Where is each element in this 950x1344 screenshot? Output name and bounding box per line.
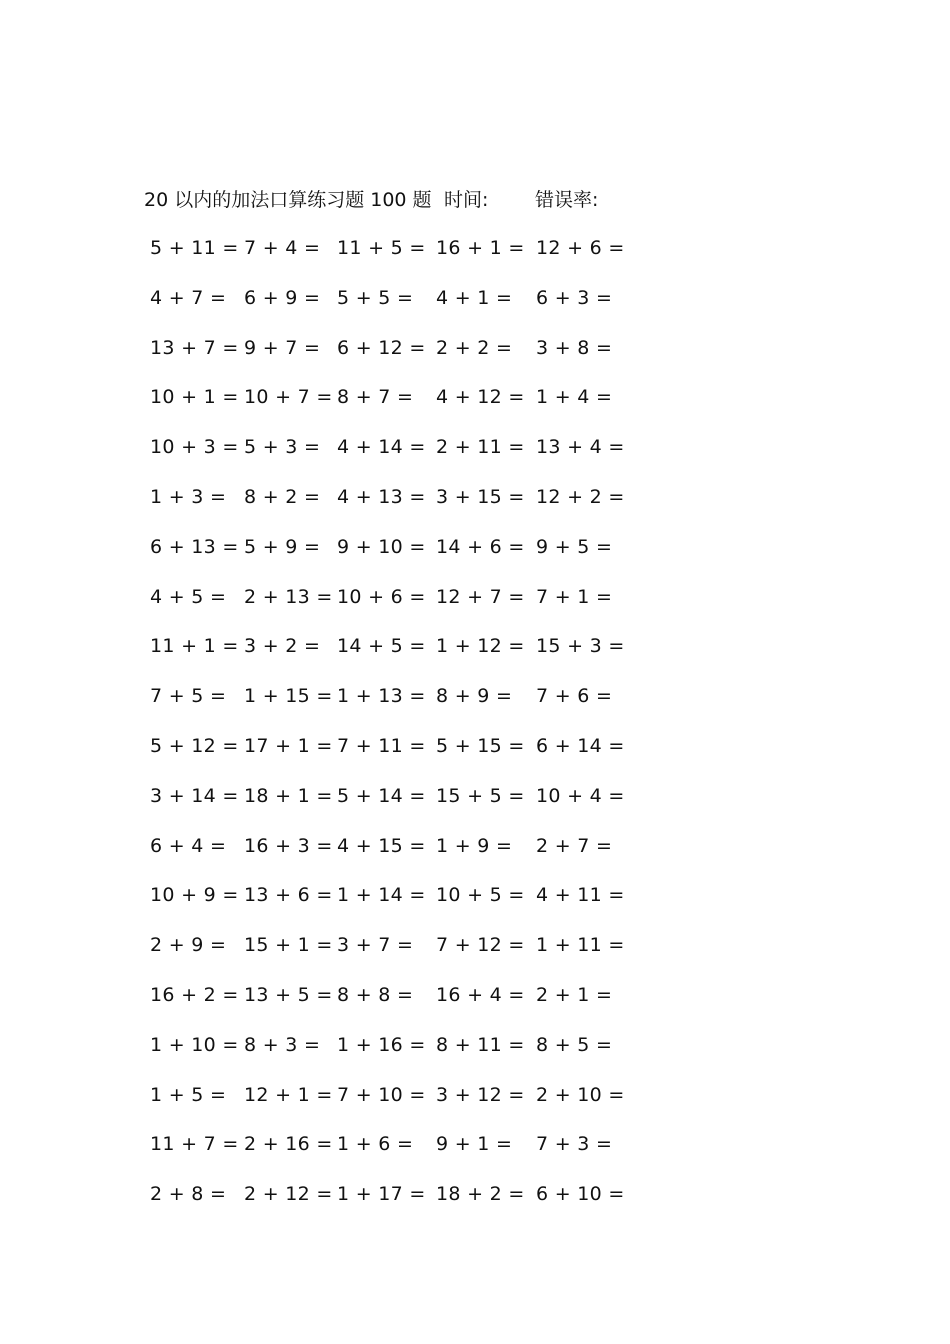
time-label: 时间:: [444, 189, 489, 211]
worksheet-title: 20 以内的加法口算练习题 100 题: [144, 189, 432, 211]
addition-problem: 13 + 6 =: [244, 884, 333, 907]
addition-problem: 5 + 15 =: [436, 735, 525, 757]
addition-problem: 3 + 15 =: [436, 486, 525, 508]
addition-problem: 2 + 9 =: [150, 934, 227, 957]
addition-problem: 6 + 13 =: [150, 535, 239, 558]
addition-problem: 8 + 11 =: [436, 1033, 525, 1056]
addition-problem: 6 + 4 =: [150, 834, 227, 857]
addition-problem: 15 + 3 =: [536, 635, 625, 658]
addition-problem: 6 + 14 =: [536, 735, 625, 757]
addition-problem: 7 + 12 =: [436, 934, 525, 957]
addition-problem: 18 + 1 =: [244, 784, 333, 807]
addition-problem: 7 + 11 =: [337, 735, 426, 757]
addition-problem: 4 + 1 =: [436, 286, 513, 309]
addition-problem: 6 + 10 =: [536, 1183, 625, 1206]
addition-problem: 4 + 7 =: [150, 286, 227, 309]
addition-problem: 4 + 5 =: [150, 585, 227, 608]
addition-problem: 7 + 1 =: [536, 585, 613, 608]
addition-problem: 10 + 6 =: [337, 585, 426, 608]
addition-problem: 2 + 10 =: [536, 1083, 625, 1106]
addition-problem: 7 + 10 =: [337, 1083, 426, 1106]
addition-problem: 14 + 5 =: [337, 635, 426, 658]
addition-problem: 1 + 5 =: [150, 1083, 227, 1106]
addition-problem: 8 + 3 =: [244, 1033, 321, 1056]
addition-problem: 12 + 6 =: [536, 237, 625, 259]
addition-problem: 2 + 2 =: [436, 336, 513, 359]
addition-problem: 8 + 9 =: [436, 685, 513, 708]
addition-problem: 11 + 1 =: [150, 635, 239, 658]
addition-problem: 4 + 12 =: [436, 386, 525, 409]
addition-problem: 1 + 17 =: [337, 1183, 426, 1206]
addition-problem: 4 + 11 =: [536, 884, 625, 907]
addition-problem: 3 + 14 =: [150, 784, 239, 807]
addition-problem: 1 + 3 =: [150, 486, 227, 508]
addition-problem: 2 + 16 =: [244, 1133, 333, 1156]
addition-problem: 13 + 4 =: [536, 436, 625, 459]
addition-problem: 18 + 2 =: [436, 1183, 525, 1206]
addition-problem: 11 + 7 =: [150, 1133, 239, 1156]
addition-problem: 14 + 6 =: [436, 535, 525, 558]
addition-problem: 10 + 1 =: [150, 386, 239, 409]
addition-problem: 9 + 10 =: [337, 535, 426, 558]
addition-problem: 5 + 11 =: [150, 237, 239, 259]
addition-problem: 3 + 8 =: [536, 336, 613, 359]
addition-problem: 1 + 16 =: [337, 1033, 426, 1056]
addition-problem: 2 + 11 =: [436, 436, 525, 459]
addition-problem: 1 + 11 =: [536, 934, 625, 957]
addition-problem: 16 + 4 =: [436, 984, 525, 1006]
addition-problem: 7 + 3 =: [536, 1133, 613, 1156]
addition-problem: 6 + 12 =: [337, 336, 426, 359]
addition-problem: 10 + 9 =: [150, 884, 239, 907]
addition-problem: 3 + 7 =: [337, 934, 414, 957]
addition-problem: 15 + 1 =: [244, 934, 333, 957]
addition-problem: 3 + 12 =: [436, 1083, 525, 1106]
addition-problem: 2 + 7 =: [536, 834, 613, 857]
addition-problem: 2 + 12 =: [244, 1183, 333, 1206]
addition-problem: 6 + 9 =: [244, 286, 321, 309]
addition-problem: 10 + 5 =: [436, 884, 525, 907]
addition-problem: 9 + 1 =: [436, 1133, 513, 1156]
addition-problem: 1 + 10 =: [150, 1033, 239, 1056]
addition-problem: 5 + 5 =: [337, 286, 414, 309]
addition-problem: 5 + 14 =: [337, 784, 426, 807]
addition-problem: 2 + 1 =: [536, 984, 613, 1006]
addition-problem: 3 + 2 =: [244, 635, 321, 658]
error-rate-label: 错误率:: [535, 189, 599, 211]
addition-problem: 8 + 8 =: [337, 984, 414, 1006]
addition-problem: 5 + 12 =: [150, 735, 239, 757]
addition-problem: 1 + 6 =: [337, 1133, 414, 1156]
addition-problem: 8 + 5 =: [536, 1033, 613, 1056]
addition-problem: 9 + 5 =: [536, 535, 613, 558]
addition-problem: 5 + 9 =: [244, 535, 321, 558]
addition-problem: 8 + 7 =: [337, 386, 414, 409]
addition-problem: 2 + 13 =: [244, 585, 333, 608]
addition-problem: 10 + 4 =: [536, 784, 625, 807]
addition-problem: 12 + 2 =: [536, 486, 625, 508]
addition-problem: 1 + 14 =: [337, 884, 426, 907]
addition-problem: 7 + 5 =: [150, 685, 227, 708]
addition-problem: 12 + 1 =: [244, 1083, 333, 1106]
addition-problem: 13 + 7 =: [150, 336, 239, 359]
addition-problem: 17 + 1 =: [244, 735, 333, 757]
addition-problem: 7 + 6 =: [536, 685, 613, 708]
addition-problem: 5 + 3 =: [244, 436, 321, 459]
addition-problem: 16 + 1 =: [436, 237, 525, 259]
addition-problem: 9 + 7 =: [244, 336, 321, 359]
addition-problem: 6 + 3 =: [536, 286, 613, 309]
addition-problem: 8 + 2 =: [244, 486, 321, 508]
addition-problem: 4 + 13 =: [337, 486, 426, 508]
addition-problem: 16 + 3 =: [244, 834, 333, 857]
addition-problem: 1 + 4 =: [536, 386, 613, 409]
addition-problem: 1 + 9 =: [436, 834, 513, 857]
addition-problem: 2 + 8 =: [150, 1183, 227, 1206]
addition-problem: 11 + 5 =: [337, 237, 426, 259]
addition-problem: 10 + 3 =: [150, 436, 239, 459]
addition-problem: 1 + 15 =: [244, 685, 333, 708]
addition-problem: 7 + 4 =: [244, 237, 321, 259]
addition-problem: 1 + 13 =: [337, 685, 426, 708]
addition-problem: 10 + 7 =: [244, 386, 333, 409]
addition-problem: 1 + 12 =: [436, 635, 525, 658]
addition-problem: 13 + 5 =: [244, 984, 333, 1006]
addition-problem: 4 + 14 =: [337, 436, 426, 459]
addition-problem: 15 + 5 =: [436, 784, 525, 807]
addition-problem: 16 + 2 =: [150, 984, 239, 1006]
addition-problem: 12 + 7 =: [436, 585, 525, 608]
addition-problem: 4 + 15 =: [337, 834, 426, 857]
